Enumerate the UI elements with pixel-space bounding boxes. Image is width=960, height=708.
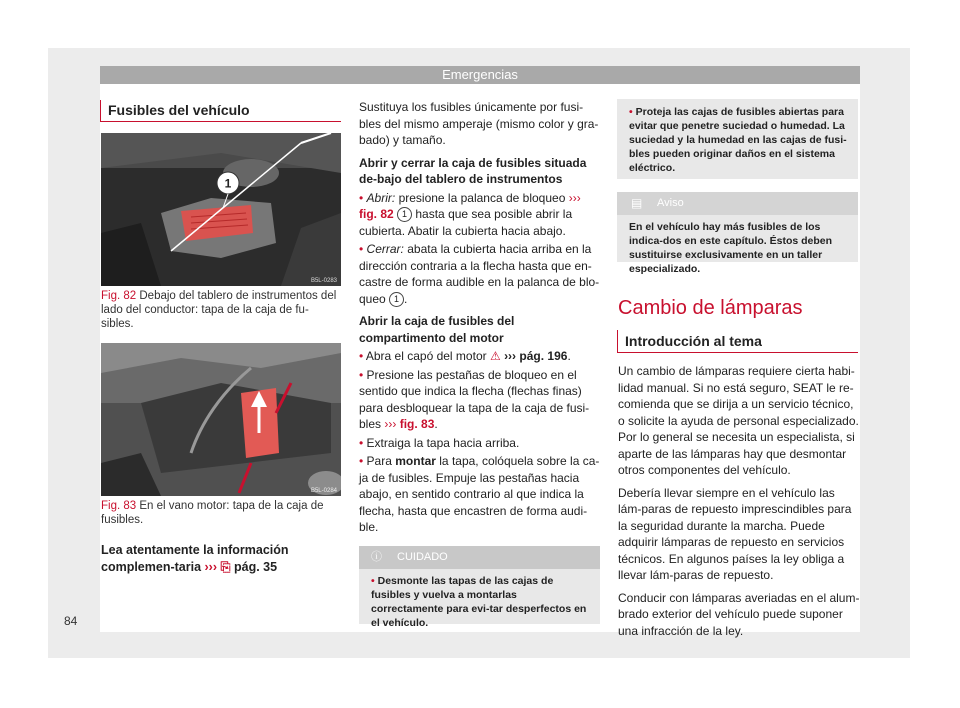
bullet-dot-icon: •: [359, 242, 364, 256]
subheading-engine: Abrir la caja de fusibles del compartimento del motor: [359, 314, 515, 345]
read-info-page-link[interactable]: pág. 35: [234, 560, 278, 574]
aviso-title: Aviso: [657, 197, 684, 209]
bullet-hood: • Abra el capó del motor ⚠ ››› pág. 196.: [359, 349, 571, 363]
page-number: 84: [64, 614, 78, 628]
subsection-marker: [617, 330, 618, 352]
bullet-extract: • Extraiga la tapa hacia arriba.: [359, 435, 520, 450]
right-column-text: [618, 363, 860, 645]
caution-circle-icon: ⓘ: [371, 551, 382, 563]
bullet-mount: • Para montar la tapa, colóquela sobre la ca-ja de fusibles. Empuje las pestañas hacia abajo, en sentido contrario al que indica la flecha, hasta que encastren de forma audi-ble.: [359, 454, 600, 534]
section-title: Fusibles del vehículo: [108, 102, 250, 118]
figure-83-photo: [101, 343, 341, 496]
section-marker: [100, 100, 101, 122]
warning-box: [617, 99, 858, 179]
callout-1-icon: 1: [389, 292, 404, 307]
figure-82-caption: [101, 289, 339, 331]
warning-triangle-icon: ⚠: [489, 349, 501, 363]
lamp-paragraph-3: Conducir con lámparas averiadas en el alum-brado exterior del vehículo puede suponer una infracción de la ley.: [618, 590, 860, 638]
page196-link[interactable]: pág. 196: [519, 349, 568, 363]
caution-title: CUIDADO: [397, 551, 448, 563]
book-icon: ⎘: [220, 560, 231, 574]
chapter-title: Cambio de lámparas: [618, 297, 803, 319]
aviso-box: [617, 192, 858, 275]
bullet-open: • Abrir: presione la palanca de bloqueo ››› fig. 82 1 hasta que sea posible abrir la cubierta. Abatir la cubierta hacia abajo.: [359, 190, 581, 238]
dashboard-fusebox-illustration: [101, 133, 341, 286]
section-rule: [100, 121, 341, 122]
chevron-ref-icon: ›››: [204, 560, 218, 574]
caution-text: • Desmonte las tapas de las cajas de fusibles y vuelva a montarlas correctamente para evi-tar desperfectos en el vehículo.: [371, 575, 587, 629]
warning-text: • Proteja las cajas de fusibles abiertas para evitar que penetre suciedad o humedad. La suciedad y la humedad en las cajas de fusi-bles pueden originar daños en el sistema eléctrico.: [629, 106, 847, 174]
engine-fusebox-illustration: [101, 343, 341, 496]
subheading-dashboard: Abrir y cerrar la caja de fusibles situada de-bajo del tablero de instrumentos: [359, 155, 587, 186]
middle-column: [359, 99, 601, 542]
chapter-header: Emergencias: [100, 66, 860, 84]
chevron-ref-icon: ›››: [504, 349, 517, 363]
figure-82-photo: [101, 133, 341, 286]
read-info-text: Lea atentamente la información complemen-taria: [101, 543, 289, 574]
callout-1-icon: 1: [397, 207, 412, 222]
figure-83-label: Fig. 83: [101, 500, 137, 512]
aviso-text: En el vehículo hay más fusibles de los indica-dos en este capítulo. Éstos deben sustituirse exclusivamente en un taller especializado.: [629, 221, 833, 275]
caution-box: [359, 546, 600, 629]
fig83-link[interactable]: fig. 83: [399, 417, 435, 431]
intro-paragraph: Sustituya los fusibles únicamente por fusi-bles del mismo amperaje (mismo color y gra-bado) y tamaño.: [359, 100, 599, 147]
aviso-header: [617, 192, 858, 215]
bullet-dot-icon: •: [359, 190, 364, 205]
note-pad-icon: ▤: [631, 196, 643, 210]
read-info-note: [101, 542, 341, 576]
subsection-title: Introducción al tema: [625, 333, 762, 349]
chevron-ref-icon: ›››: [568, 190, 581, 205]
figure-83-caption: [101, 499, 339, 527]
figure-82-label: Fig. 82: [101, 290, 137, 302]
fig82-link[interactable]: fig. 82: [359, 207, 394, 221]
svg-text:1: 1: [224, 176, 232, 191]
svg-text:B5L-0283: B5L-0283: [310, 278, 337, 284]
figure-82-caption-text: Debajo del tablero de instrumentos del lado del conductor: tapa de la caja de fu-sibles.: [101, 290, 337, 330]
bullet-tabs: • Presione las pestañas de bloqueo en el sentido que indica la flecha (flechas finas) para desbloquear la tapa de la caja de fusi-bles ››› fig. 83.: [359, 367, 590, 431]
subsection-rule: [617, 352, 858, 353]
figure-83-caption-text: En el vano motor: tapa de la caja de fusibles.: [101, 500, 324, 526]
svg-text:B5L-0284: B5L-0284: [310, 488, 337, 494]
lamp-paragraph-1: Un cambio de lámparas requiere cierta habi-lidad manual. Si no está seguro, SEAT le re-comienda que se dirija a un servicio técnico, o solicite la ayuda de personal especializado. Por lo general se necesita un especialista, si aparte de las lámparas hay que desmontar otros componentes del vehículo.: [618, 364, 859, 477]
lamp-paragraph-2: Debería llevar siempre en el vehículo las lám-paras de repuesto imprescindibles para la seguridad durante la marcha. Puede adquirir lámparas de repuesto en servicios técnicos. En algunos países la ley obliga a llevar lám-paras de repuesto.: [618, 485, 852, 582]
caution-header: [359, 546, 600, 569]
bullet-close: • Cerrar: abata la cubierta hacia arriba en la dirección contraria a la flecha hasta que en-castre de forma audible en la palanca de blo-queo 1 .: [359, 242, 600, 306]
